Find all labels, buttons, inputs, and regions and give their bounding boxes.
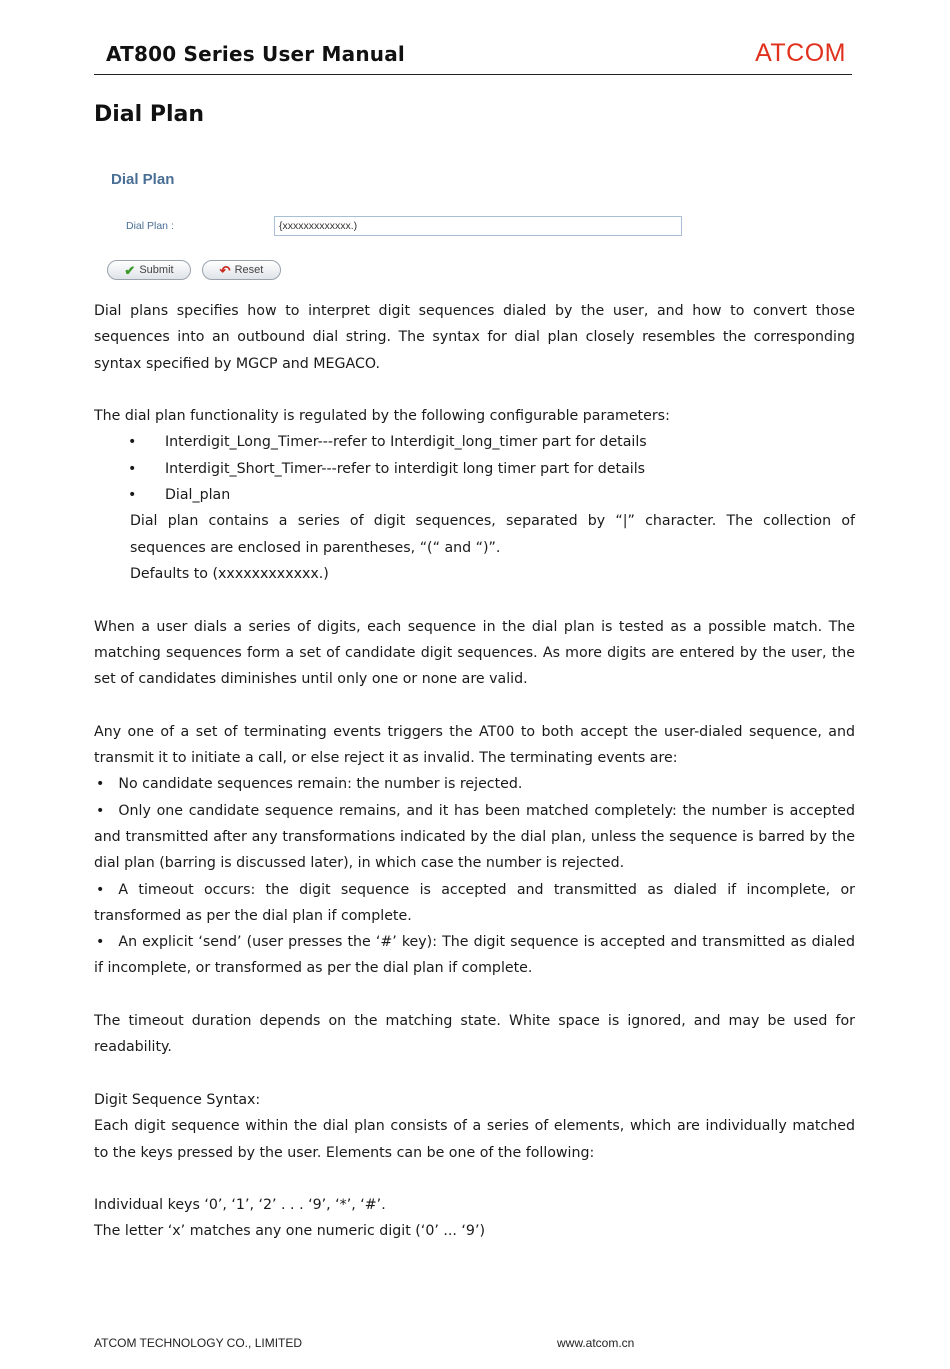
letter-x-line: The letter ‘x’ matches any one numeric digit (‘0’ ... ‘9’) [94,1223,485,1240]
syntax-heading: Digit Sequence Syntax: [94,1091,261,1108]
dial-plan-description: Dial plan contains a series of digit sequences, separated by “|” character. The collection of sequences are enclosed in parentheses, “(“ and “)”. [130,513,855,556]
event-item: • No candidate sequences remain: the number is rejected. [94,771,855,797]
form-title: Dial Plan [111,171,175,188]
submit-label: Submit [139,264,174,276]
submit-button[interactable] [107,260,191,280]
atcom-logo: ATCOM [755,39,846,67]
paragraph-syntax: Each digit sequence within the dial plan consists of a series of elements, which are individually matched to the keys pressed by the user. Elements can be one of the following: [94,1118,855,1161]
paragraph-matching: When a user dials a series of digits, each sequence in the dial plan is tested as a possible match. The matching sequences form a set of candidate digit sequences. As more digits are entered by the user, the set of candidates diminishes until only one or none are valid. [94,618,855,688]
dial-plan-default: Defaults to (xxxxxxxxxxxx.) [130,565,329,582]
paragraph-timeout: The timeout duration depends on the matching state. White space is ignored, and may be used for readability. [94,1013,855,1056]
paragraph-terminating: Any one of a set of terminating events triggers the AT00 to both accept the user-dialed sequence, and transmit it to initiate a call, or else reject it as invalid. The terminating events are: [94,723,855,767]
params-list [94,429,855,508]
page-header [94,38,852,75]
footer-website[interactable]: www.atcom.cn [557,1336,635,1350]
manual-title: AT800 Series User Manual [106,42,405,66]
paragraph-params-intro: The dial plan functionality is regulated by the following configurable parameters: [94,408,670,425]
reset-button[interactable] [202,260,281,280]
reset-label: Reset [234,264,264,276]
list-item: • Interdigit_Short_Timer---refer to interdigit long timer part for details [94,456,855,482]
dial-plan-input[interactable] [274,216,682,236]
dial-plan-label: Dial Plan : [126,220,174,232]
undo-arrow-icon: ↶ [219,262,231,278]
section-title: Dial Plan [94,102,205,127]
paragraph-intro: Dial plans specifies how to interpret digit sequences dialed by the user, and how to convert those sequences into an outbound dial string. The syntax for dial plan closely resembles the corresponding syntax specified by MGCP and MEGACO. [94,303,855,372]
footer-company: ATCOM TECHNOLOGY CO., LIMITED [94,1336,303,1350]
event-item: • Only one candidate sequence remains, and it has been matched completely: the number is accepted and transmitted after any transformations indicated by the dial plan, unless the sequence is barred by the dial plan (barring is discussed later), in which case the number is rejected. [94,798,855,877]
event-item: • A timeout occurs: the digit sequence is accepted and transmitted as dialed if incomplete, or transformed as per the dial plan if complete. [94,877,855,930]
list-item: • Interdigit_Long_Timer---refer to Interdigit_long_timer part for details [94,429,855,455]
individual-keys-line: Individual keys ‘0’, ‘1’, ‘2’ . . . ‘9’, ‘*’, ‘#’. [94,1197,386,1214]
check-icon: ✔ [124,262,136,278]
body-text [94,298,855,1245]
list-item: • Dial_plan [94,482,855,508]
event-item: • An explicit ‘send’ (user presses the ‘#’ key): The digit sequence is accepted and transmitted as dialed if incomplete, or transformed as per the dial plan if complete. [94,929,855,982]
